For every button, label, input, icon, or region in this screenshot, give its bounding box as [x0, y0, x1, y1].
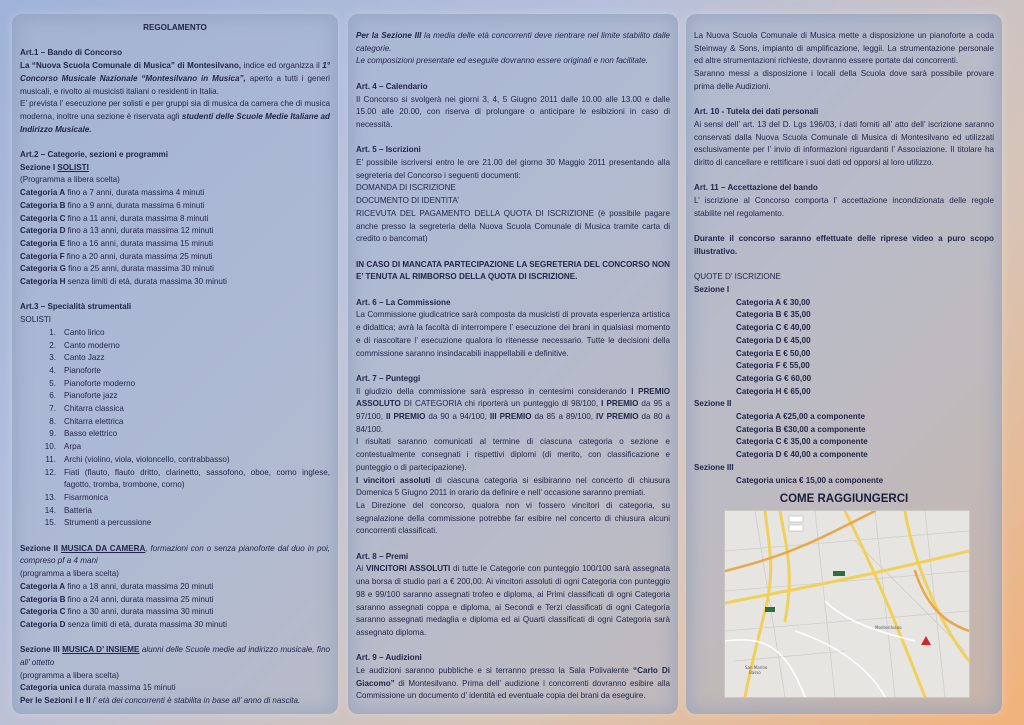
list-item: 2. Canto moderno	[49, 340, 120, 350]
category-row: Categoria A fino a 7 anni, durata massima 4 minuti	[20, 188, 205, 198]
sezione-3-heading: Sezione III MUSICA D’ INSIEME alunni delle Scuole medie ad indirizzo musicale, fino all’ ottetto	[20, 645, 330, 668]
art6-text: La Commissione giudicatrice sarà composta da musicisti di provata esperienza artistica e didattica; avrà la facoltà di interrompere l’ esecuzione dei brani in qualsiasi momento e di riascoltare l’ esecuzione qualora lo ritenesse necessario. Tutte le decisioni della commissione saranno insindacabili inappellabili e definitive.	[356, 310, 670, 358]
solisti-label: SOLISTI	[20, 315, 52, 325]
sezione-3-program: (programma a libera scelta)	[20, 670, 119, 680]
art7-title: Art. 7 – Punteggi	[356, 373, 421, 383]
svg-text:Montesilvano: Montesilvano	[875, 624, 902, 630]
category-row: Categoria B fino a 9 anni, durata massima 6 minuti	[20, 200, 205, 210]
list-item: 13. Fisarmonica	[44, 492, 109, 502]
list-item: 5. Pianoforte moderno	[49, 378, 136, 388]
list-item: 8. Chitarra elettrica	[49, 416, 124, 426]
category-row: Categoria A fino a 18 anni, durata massima 20 minuti	[20, 581, 214, 591]
refund-warning: IN CASO DI MANCATA PARTECIPAZIONE LA SEGRETERIA DEL CONCORSO NON E’ TENUTA AL RIMBORSO DELLA QUOTA DI ISCRIZIONE.	[356, 259, 671, 282]
originality-rule: Le composizioni presentate ed eseguite dovranno essere originali e non facilitate.	[356, 56, 649, 66]
panel-articles	[348, 14, 678, 714]
category-row: Categoria H senza limiti di età, durata massima 30 minuti	[20, 277, 227, 287]
document-item: DOCUMENTO DI IDENTITA’	[356, 196, 459, 206]
document-item: RICEVUTA DEL PAGAMENTO DELLA QUOTA DI ISCRIZIONE (è possibile pagare anche presso la segreteria della Nuova Scuola Comunale di Musica tramite carta di credito o bancomat)	[356, 208, 670, 244]
art7-text: Il giudizio della commissione sarà espresso in centesimi considerando I PREMIO ASSOLUTO DI CATEGORIA chi riporterà un punteggio di 98/100, I PREMIO da 95 a 97/100, II PREMIO da 90 a 94/100, III PREMIO da 85 a 89/100, IV PREMIO da 80 a 84/100.	[356, 386, 670, 434]
quote-list-2	[694, 411, 994, 462]
category-row: Categoria D fino a 13 anni, durata massima 12 minuti	[20, 226, 214, 236]
art10-title: Art. 10 - Tutela dei dati personali	[694, 107, 819, 117]
panel-regolamento	[12, 14, 338, 714]
art11-text: L’ iscrizione al Concorso comporta l’ accettazione incondizionata delle regole stabilite nel regolamento.	[694, 196, 994, 218]
quote-sezione-1: Sezione I	[694, 285, 730, 294]
video-notice: Durante il concorso saranno effettuate delle riprese video a puro scopo illustrativo.	[694, 234, 994, 256]
svg-text:Basso: Basso	[749, 669, 761, 675]
category-row: Categoria E fino a 16 anni, durata massima 15 minuti	[20, 238, 213, 248]
quote-sezione-3: Sezione III	[694, 462, 734, 472]
list-item: 4. Pianoforte	[49, 365, 101, 375]
list-item: Categoria G € 60,00	[736, 373, 812, 383]
directions-heading: COME RAGGIUNGERCI	[779, 493, 909, 506]
list-item: Categoria C € 40,00	[736, 323, 811, 333]
svg-text:San Marino: San Marino	[745, 664, 768, 670]
map-image	[725, 511, 969, 697]
sezione-2-heading: Sezione II MUSICA DA CAMERA, formazioni con o senza pianoforte dal duo in poi, compreso pf a 4 mani	[20, 543, 330, 566]
equipment-text: La Nuova Scuola Comunale di Musica mette a disposizione un pianoforte a coda Steinway & Sons, impianto di amplificazione, leggii. La strumentazione personale ed altre strumentazioni richieste, dovranno essere portate dai concorrenti.	[694, 31, 994, 66]
art1-paragraph-1: La “Nuova Scuola Comunale di Musica” di Montesilvano, indice ed organizza il 1° Concorso Musicale Nazionale “Montesilvano in Musica”, aperto a tutti i generi musicali, e rivolto ai musicisti italiani o residenti in Italia.	[20, 61, 331, 96]
list-item: 6. Pianoforte jazz	[49, 391, 118, 401]
list-item: Categoria H € 65,00	[736, 386, 811, 396]
sezione-1-categories	[20, 187, 330, 289]
art1-title: Art.1 – Bando di Concorso	[20, 48, 123, 58]
list-item: 10. Arpa	[44, 442, 82, 452]
art6-title: Art. 6 – La Commissione	[356, 297, 451, 307]
category-row: Categoria unica durata massima 15 minuti	[20, 683, 176, 693]
art1-paragraph-2: E’ prevista l’ esecuzione per solisti e per gruppi sia di musica da camera che di musica moderna, inoltre una sezione è riservata agli studenti delle Scuole Medie Italiane ad Indirizzo Musicale.	[20, 99, 330, 134]
list-item: 9. Basso elettrico	[49, 429, 118, 439]
list-item: Categoria B €30,00 a componente	[736, 424, 866, 434]
art8-text: Ai VINCITORI ASSOLUTI di tutte le Categorie con punteggio 100/100 sarà assegnata una borsa di studio pari a € 200,00. Ai vincitori assoluti di ogni Categoria con punteggio 98 e 99/100 saranno assegnati trofeo e diploma, ai Primi classificati di ogni Categoria saranno assegnati coppa e diploma, ai Secondi e Terzi classificati di ogni Categoria saranno assegnati medaglia e diploma ed ai Quarti classificati di ogni Categoria sarà assegnato diploma.	[356, 564, 670, 637]
list-item: 12. Fiati (flauto, flauto dritto, clarinetto, sassofono, oboe, corno inglese, fagotto, tromba, trombone, corno)	[44, 467, 330, 490]
art4-text: Il Concorso si svolgerà nei giorni 3, 4, 5 Giugno 2011 dalle 10.00 alle 13.00 e dalle 15.00 alle 20.00, con riserva di prolungare o anticipare le esibizioni in caso di necessità.	[356, 94, 670, 129]
art2-title: Art.2 – Categorie, sezioni e programmi	[20, 150, 168, 159]
document-item: DOMANDA DI ISCRIZIONE	[356, 183, 456, 193]
art5-text: E’ possibile iscriversi entro le ore 21.00 del giorno 30 Maggio 2011 presentando alla segreteria del Concorso i seguenti documenti:	[356, 158, 670, 180]
art5-title: Art. 5 – Iscrizioni	[356, 145, 421, 155]
list-item: Categoria A € 30,00	[736, 297, 811, 307]
list-item: Categoria unica € 15,00 a componente	[736, 475, 884, 485]
art7-results: I risultati saranno comunicati al termine di ciascuna categoria o sezione e contestualmente consegnati i rispettivi diplomi (di merito, con classificazione e punteggio o di partecipazione).	[356, 437, 670, 472]
sezione-1-heading: Sezione I SOLISTI	[20, 162, 89, 172]
list-item: Categoria D € 40,00 a componente	[736, 450, 868, 460]
panel-info	[686, 14, 1002, 714]
list-item: Categoria A €25,00 a componente	[736, 412, 865, 422]
art11-title: Art. 11 – Accettazione del bando	[694, 183, 818, 193]
instrument-list	[20, 327, 330, 530]
list-item: 3. Canto Jazz	[49, 353, 105, 363]
list-item: 7. Chitarra classica	[49, 404, 124, 414]
list-item: 14. Batteria	[44, 505, 92, 515]
list-item: Categoria E € 50,00	[736, 348, 811, 358]
category-row: Categoria D senza limiti di età, durata massima 30 minuti	[20, 619, 227, 629]
art9-text: Le audizioni saranno pubbliche e si terranno presso la Sala Polivalente “Carlo Di Giacomo” di Montesilvano. Prima dell’ audizione i concorrenti dovranno esibire alla Commissione un documento d’ identità ed eventuale copia dei brani da eseguire.	[356, 666, 670, 701]
category-row: Categoria F fino a 20 anni, durata massima 25 minuti	[20, 251, 213, 261]
sezione-3-age-rule: Per la Sezione III la media delle età concorrenti deve rientrare nel limite stabilito dalle categorie.	[356, 31, 670, 53]
art7-direction: La Direzione del concorso, qualora non vi fossero vincitori di categoria, su segnalazione della commissione potrebbe far esibire nel concerto di chiusura alcuni concorrenti classificati.	[356, 500, 670, 536]
list-item: 1. Canto lirico	[49, 327, 105, 337]
sezione-1-program: (Programma a libera scelta)	[20, 175, 120, 185]
sezione-2-program: (programma a libera scelta)	[20, 569, 119, 579]
category-row: Categoria C fino a 11 anni, durata massima 8 minuti	[20, 213, 209, 223]
art9-title: Art. 9 – Audizioni	[356, 653, 422, 663]
category-row: Categoria C fino a 30 anni, durata massima 30 minuti	[20, 607, 214, 617]
list-item: 15. Strumenti a percussione	[44, 518, 152, 528]
art8-title: Art. 8 – Premi	[356, 551, 409, 561]
rehearsal-text: Saranno messi a disposizione i locali della Scuola dove sarà possibile provare prima delle Audizioni.	[694, 69, 994, 91]
age-rule: Per le Sezioni I e II l’ età dei concorrenti è stabilita in base all’ anno di nascita.	[20, 696, 301, 706]
art7-winners: I vincitori assoluti di ciascuna categoria si esibiranno nel concerto di chiusura Domenica 5 Giugno 2011 in orario da definire e nell’ occasione saranno premiati.	[356, 475, 670, 498]
sezione-2-categories	[20, 581, 330, 632]
category-row: Categoria G fino a 25 anni, durata massima 30 minuti	[20, 264, 214, 274]
list-item: Categoria D € 45,00	[736, 335, 811, 345]
list-item: Categoria F € 55,00	[736, 361, 810, 371]
list-item: 11. Archi (violino, viola, violoncello, contrabbasso)	[45, 454, 230, 464]
quote-sezione-2: Sezione II	[694, 399, 732, 409]
quote-list-1	[694, 297, 994, 399]
art4-title: Art. 4 – Calendario	[356, 81, 428, 91]
art3-title: Art.3 – Specialità strumentali	[20, 302, 132, 312]
location-map	[724, 510, 970, 698]
art10-text: Ai sensi dell’ art. 13 del D. Lgs 196/03, i dati forniti all’ atto dell’ iscrizione saranno conservati dalla Nuova Scuola Comunale di Musica di Montesilvano ed utilizzati esclusivamente per l’ invio di informazioni riguardanti l’ Associazione. Il titolare ha diritto di cancellare e rettificare i suoi dati od opporsi al loro utilizzo.	[694, 119, 994, 168]
quote-title: QUOTE D’ ISCRIZIONE	[694, 272, 781, 282]
category-row: Categoria B fino a 24 anni, durata massima 25 minuti	[20, 594, 214, 604]
page-title: REGOLAMENTO	[143, 23, 207, 32]
list-item: Categoria B € 35,00	[736, 310, 811, 320]
list-item: Categoria C € 35,00 a componente	[736, 437, 868, 447]
